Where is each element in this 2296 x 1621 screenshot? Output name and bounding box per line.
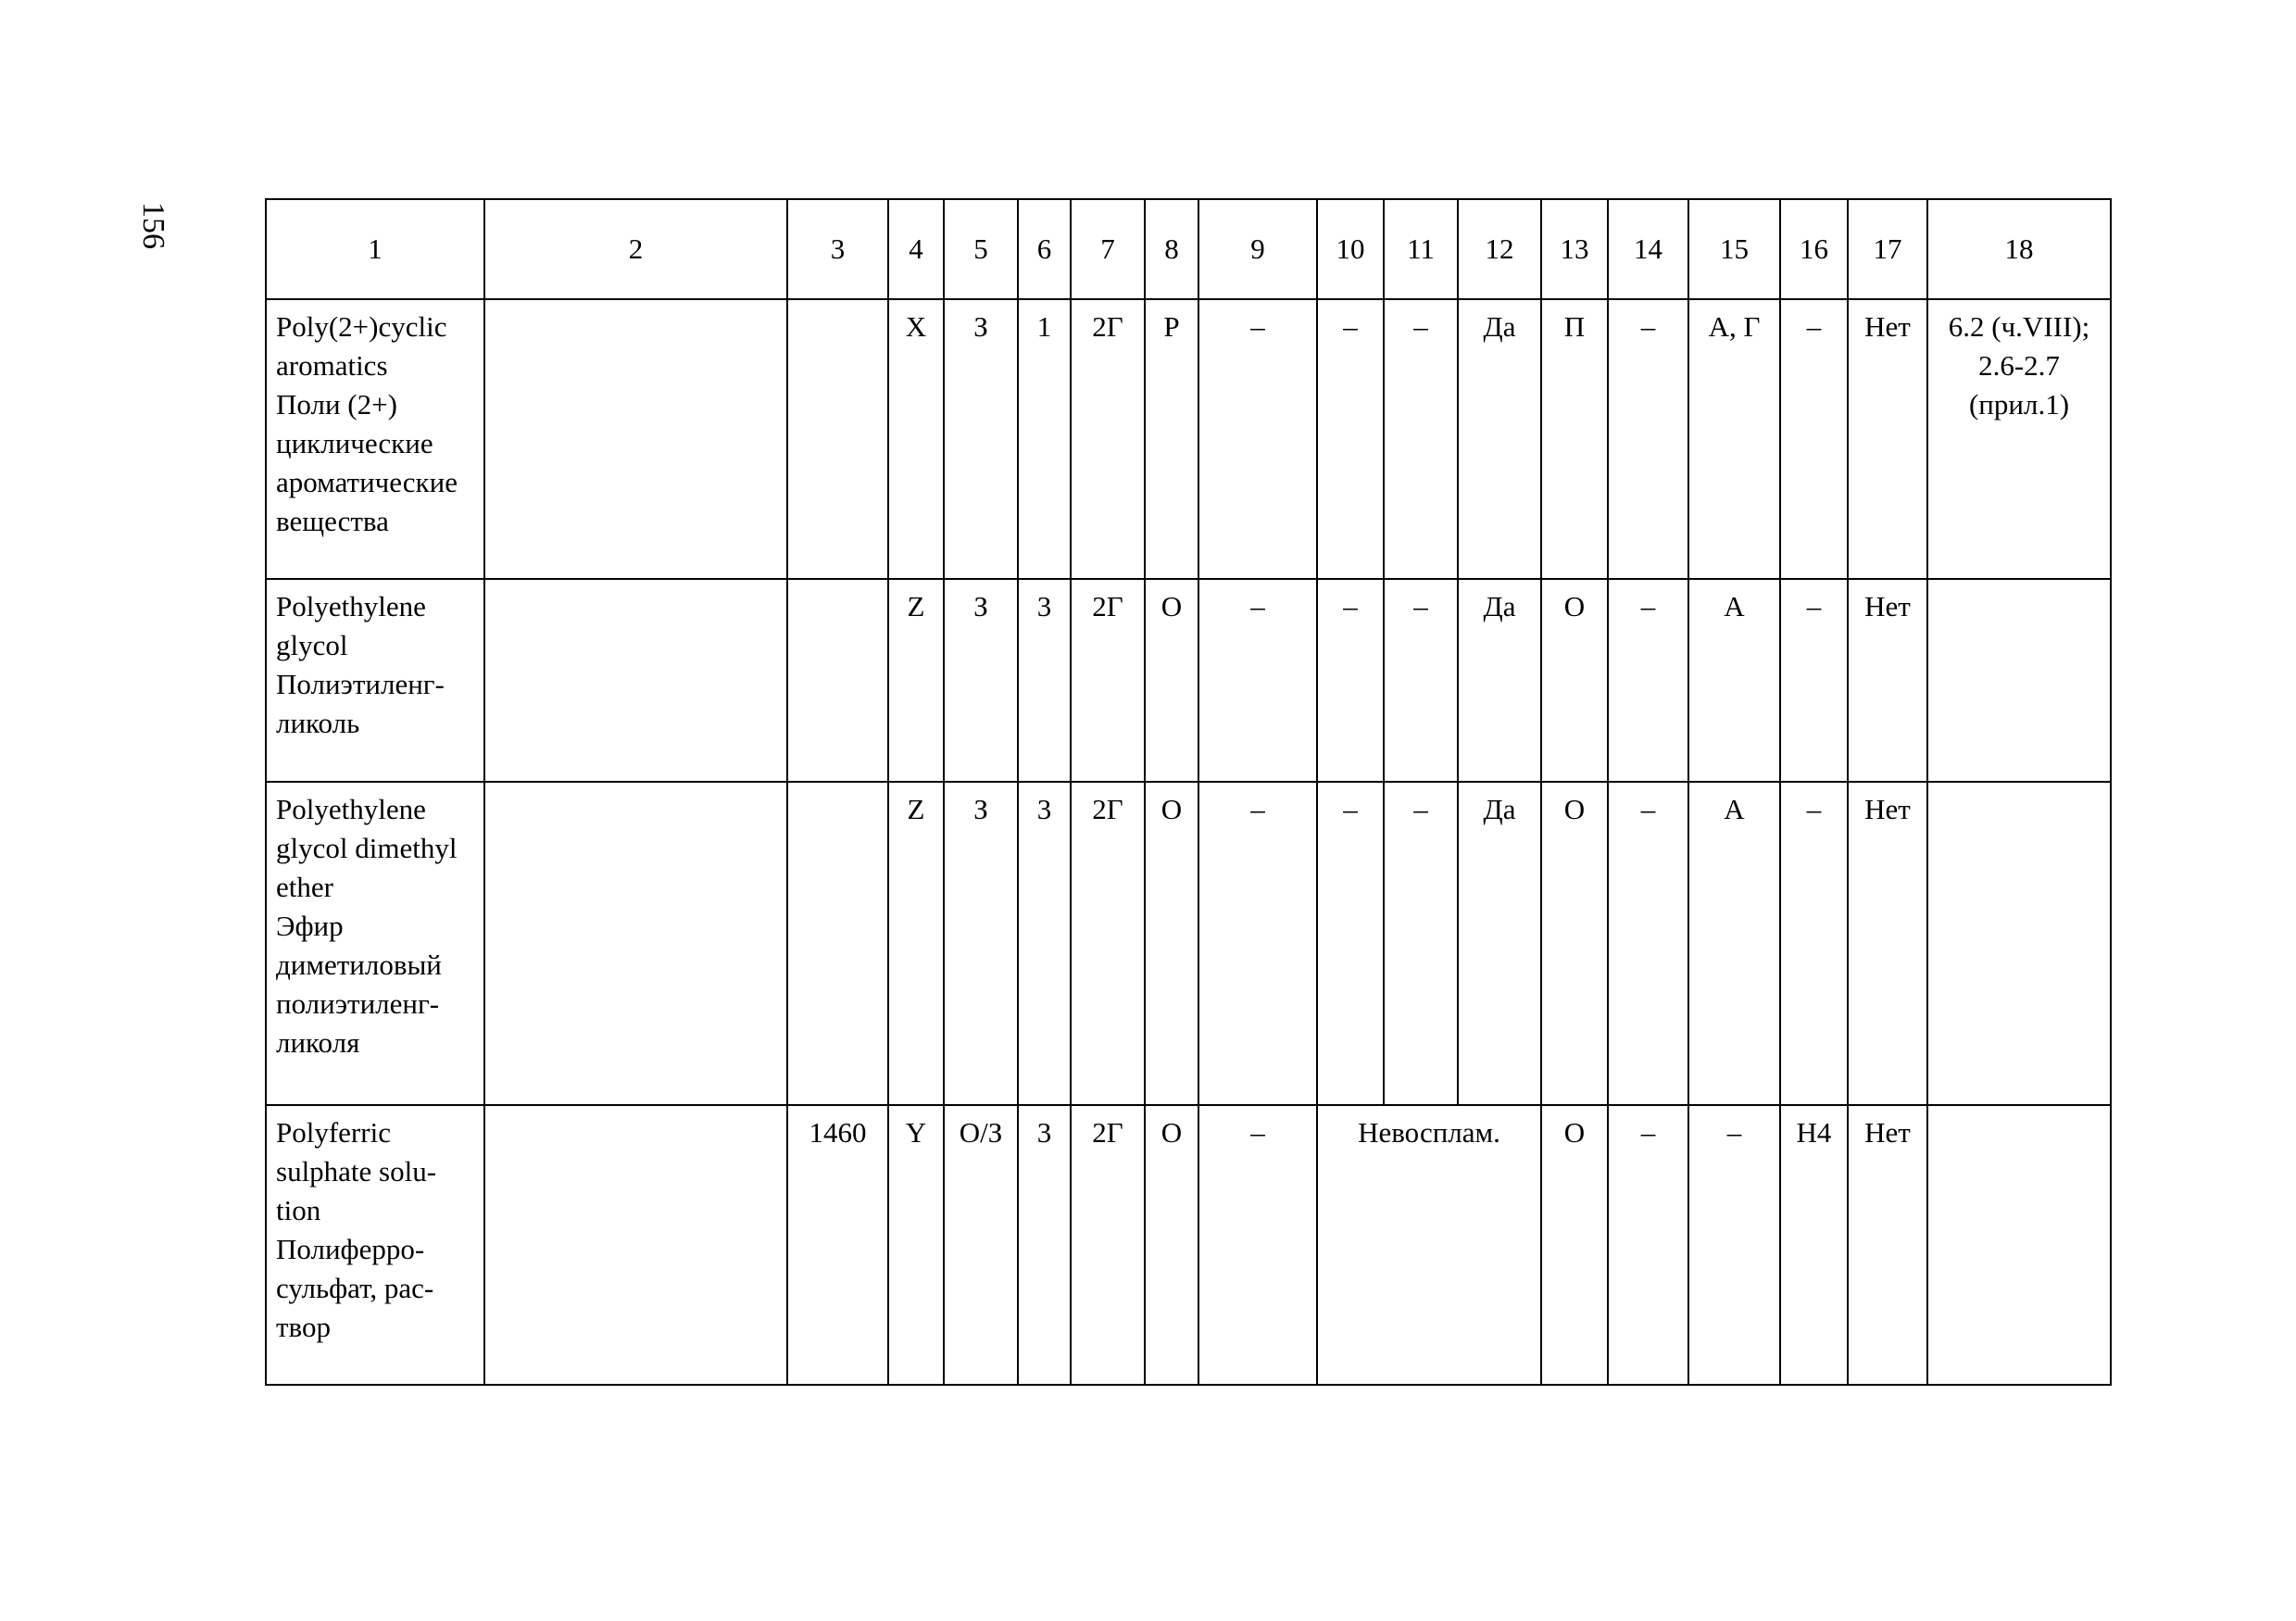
product-name-line: tion bbox=[276, 1194, 321, 1226]
cell-col-8: О bbox=[1145, 782, 1198, 1105]
product-name-line: Эфир bbox=[276, 910, 344, 942]
cell-col-16: – bbox=[1780, 579, 1848, 782]
product-name-line: циклические bbox=[276, 427, 433, 459]
cell-col-13: О bbox=[1541, 1105, 1608, 1385]
cell-col-13: О bbox=[1541, 782, 1608, 1105]
product-name-line: диметиловый bbox=[276, 949, 442, 981]
header-cell-13: 13 bbox=[1541, 199, 1608, 299]
cell-col-13: П bbox=[1541, 299, 1608, 579]
header-cell-14: 14 bbox=[1608, 199, 1688, 299]
header-cell-7: 7 bbox=[1071, 199, 1145, 299]
cell-col-9: – bbox=[1198, 299, 1317, 579]
header-cell-9: 9 bbox=[1198, 199, 1317, 299]
cell-col-14: – bbox=[1608, 579, 1688, 782]
header-cell-8: 8 bbox=[1145, 199, 1198, 299]
product-name-line: ликоля bbox=[276, 1026, 360, 1059]
cell-col-3 bbox=[787, 782, 888, 1105]
cell-col-8: О bbox=[1145, 1105, 1198, 1385]
header-cell-17: 17 bbox=[1848, 199, 1927, 299]
cell-col-5: З bbox=[944, 299, 1018, 579]
product-name-cell bbox=[266, 782, 484, 1105]
cell-col-15: А, Г bbox=[1688, 299, 1780, 579]
product-name-line: Polyethylene bbox=[276, 590, 426, 622]
header-cell-12: 12 bbox=[1458, 199, 1541, 299]
product-name-line: вещества bbox=[276, 505, 389, 537]
cell-col-8: Р bbox=[1145, 299, 1198, 579]
cell-col-15: А bbox=[1688, 579, 1780, 782]
cell-col-10: – bbox=[1317, 299, 1384, 579]
header-cell-6: 6 bbox=[1018, 199, 1071, 299]
product-name-cell bbox=[266, 1105, 484, 1385]
cell-col-15: А bbox=[1688, 782, 1780, 1105]
cell-col-11: – bbox=[1384, 782, 1458, 1105]
product-name-line: Полиферро- bbox=[276, 1233, 425, 1265]
cell-col-2 bbox=[484, 299, 787, 579]
cell-col-4: Z bbox=[888, 579, 944, 782]
cell-col-2 bbox=[484, 579, 787, 782]
cell-col-3: 1460 bbox=[787, 1105, 888, 1385]
header-cell-11: 11 bbox=[1384, 199, 1458, 299]
cell-col-7: 2Г bbox=[1071, 1105, 1145, 1385]
cell-col-17: Нет bbox=[1848, 579, 1927, 782]
cell-col-18 bbox=[1927, 299, 2111, 579]
cell-col-17: Нет bbox=[1848, 782, 1927, 1105]
cell-col-11: – bbox=[1384, 579, 1458, 782]
cell-col-16: – bbox=[1780, 782, 1848, 1105]
table-row bbox=[266, 1105, 2111, 1385]
cell-col-14: – bbox=[1608, 1105, 1688, 1385]
cell-col-7: 2Г bbox=[1071, 782, 1145, 1105]
cell-col-2 bbox=[484, 1105, 787, 1385]
reference-line: 6.2 (ч.VIII); bbox=[1948, 310, 2090, 343]
header-cell-10: 10 bbox=[1317, 199, 1384, 299]
cell-col-4: Y bbox=[888, 1105, 944, 1385]
cell-col-11: – bbox=[1384, 299, 1458, 579]
cell-col-7: 2Г bbox=[1071, 579, 1145, 782]
cell-col-3 bbox=[787, 579, 888, 782]
product-name-line: Polyferric bbox=[276, 1116, 391, 1149]
product-name-line: ароматические bbox=[276, 466, 458, 498]
cell-col-10: – bbox=[1317, 782, 1384, 1105]
merged-cell-col-10-12: Невосплам. bbox=[1317, 1105, 1541, 1385]
product-name-line: glycol bbox=[276, 629, 348, 661]
cell-col-18 bbox=[1927, 1105, 2111, 1385]
cell-col-12: Да bbox=[1458, 782, 1541, 1105]
cell-col-9: – bbox=[1198, 1105, 1317, 1385]
cell-col-4: X bbox=[888, 299, 944, 579]
header-row bbox=[266, 199, 2111, 299]
product-name-line: Polyethylene bbox=[276, 793, 426, 825]
table-row bbox=[266, 299, 2111, 579]
product-name-line: aromatics bbox=[276, 349, 388, 382]
product-name-line: ликоль bbox=[276, 707, 360, 739]
cell-col-18 bbox=[1927, 579, 2111, 782]
cell-col-14: – bbox=[1608, 299, 1688, 579]
cell-col-5: З bbox=[944, 782, 1018, 1105]
cell-col-6: 3 bbox=[1018, 782, 1071, 1105]
cell-col-3 bbox=[787, 299, 888, 579]
cell-col-4: Z bbox=[888, 782, 944, 1105]
cell-col-18 bbox=[1927, 782, 2111, 1105]
cell-col-2 bbox=[484, 782, 787, 1105]
header-cell-4: 4 bbox=[888, 199, 944, 299]
cell-col-12: Да bbox=[1458, 299, 1541, 579]
header-cell-16: 16 bbox=[1780, 199, 1848, 299]
reference-line: 2.6-2.7 bbox=[1978, 349, 2060, 382]
product-name-line: ether bbox=[276, 871, 333, 903]
cargo-table bbox=[265, 198, 2112, 1386]
cell-col-15: – bbox=[1688, 1105, 1780, 1385]
header-cell-18: 18 bbox=[1927, 199, 2111, 299]
cell-col-16: Н4 bbox=[1780, 1105, 1848, 1385]
cell-col-5: З bbox=[944, 579, 1018, 782]
product-name-line: сульфат, рас- bbox=[276, 1272, 434, 1304]
table-row bbox=[266, 579, 2111, 782]
header-cell-15: 15 bbox=[1688, 199, 1780, 299]
cell-col-17: Нет bbox=[1848, 299, 1927, 579]
page-number: 156 bbox=[136, 202, 170, 249]
product-name-cell bbox=[266, 299, 484, 579]
product-name-line: Poly(2+)cyclic bbox=[276, 310, 447, 343]
cell-col-6: 3 bbox=[1018, 579, 1071, 782]
header-cell-3: 3 bbox=[787, 199, 888, 299]
cell-col-17: Нет bbox=[1848, 1105, 1927, 1385]
product-name-line: Полиэтиленг- bbox=[276, 668, 445, 700]
reference-line: (прил.1) bbox=[1968, 388, 2070, 421]
cell-col-9: – bbox=[1198, 782, 1317, 1105]
product-name-line: полиэтиленг- bbox=[276, 987, 440, 1020]
cell-col-13: О bbox=[1541, 579, 1608, 782]
header-cell-5: 5 bbox=[944, 199, 1018, 299]
cell-col-6: 3 bbox=[1018, 1105, 1071, 1385]
product-name-line: sulphate solu- bbox=[276, 1155, 437, 1187]
cell-col-9: – bbox=[1198, 579, 1317, 782]
cell-col-8: О bbox=[1145, 579, 1198, 782]
cell-col-12: Да bbox=[1458, 579, 1541, 782]
header-cell-2: 2 bbox=[484, 199, 787, 299]
cell-col-7: 2Г bbox=[1071, 299, 1145, 579]
product-name-cell bbox=[266, 579, 484, 782]
cell-col-6: 1 bbox=[1018, 299, 1071, 579]
table-row bbox=[266, 782, 2111, 1105]
header-cell-1: 1 bbox=[266, 199, 484, 299]
product-name-line: твор bbox=[276, 1311, 331, 1343]
cell-col-14: – bbox=[1608, 782, 1688, 1105]
cell-col-5: О/З bbox=[944, 1105, 1018, 1385]
product-name-line: Поли (2+) bbox=[276, 388, 397, 421]
product-name-line: glycol dimethyl bbox=[276, 832, 458, 864]
cell-col-16: – bbox=[1780, 299, 1848, 579]
cell-col-10: – bbox=[1317, 579, 1384, 782]
